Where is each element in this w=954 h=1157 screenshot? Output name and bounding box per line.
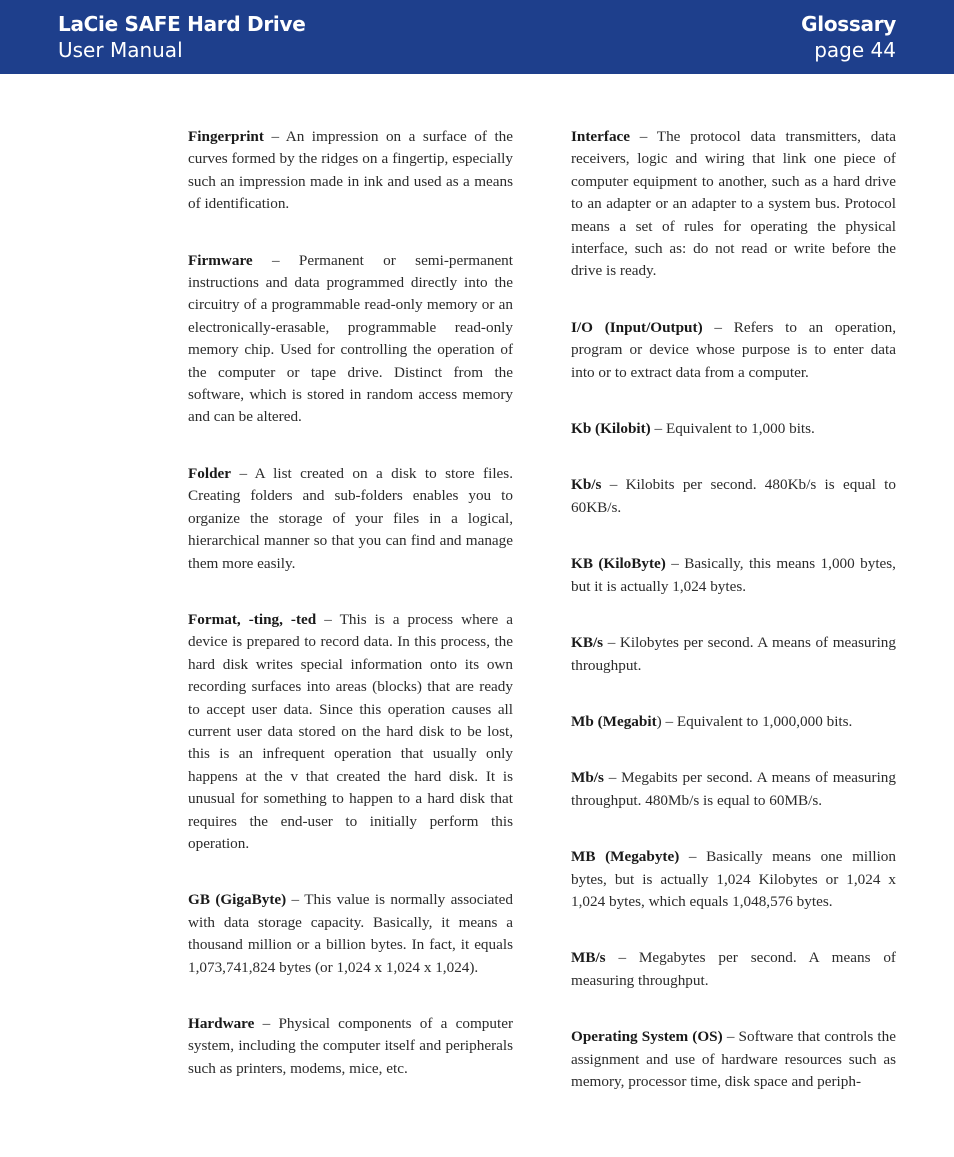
glossary-definition: – This is a process where a device is prepared to record data. In this process, the hard disk writes special information onto its own recording surfaces into areas (blocks) that are ready to accept user data. Since this operation causes all current user data stored on the hard disk to be lost, this is an infrequent operation that usually only happens at the v that created the hard disk. It is unusual for something to happen to a hard disk that requires the end-user to initially perform this operation. [188,610,513,852]
glossary-term: Mb/s [571,769,604,787]
glossary-entry [188,250,513,429]
glossary-entry [571,553,896,598]
glossary-entry [571,317,896,384]
glossary-entry [571,126,896,283]
glossary-term: Operating System (OS) [571,1028,723,1046]
glossary-term: Kb (Kilobit) [571,420,651,438]
glossary-definition: – Permanent or semi-permanent instructions and data programmed directly into the circuitry of a programmable read-only memory or an electronically-erasable, programmable read-only memory chip. Used for controlling the operation of the computer or tape drive. Distinct from the software, which is stored in random access memory and can be altered. [188,251,513,426]
section-title: Glossary [801,12,896,36]
glossary-entry [188,1013,513,1080]
glossary-entry [571,632,896,677]
glossary-term: GB (GigaByte) [188,891,287,909]
glossary-definition: – Kilobytes per second. A means of measuring throughput. [571,634,896,674]
glossary-term: MB (Megabyte) [571,848,680,866]
glossary-term: KB (KiloByte) [571,555,666,573]
glossary-term: Kb/s [571,476,602,494]
glossary-entry [571,711,896,733]
glossary-entry [571,947,896,992]
glossary-term: Hardware [188,1015,255,1032]
glossary-entry [571,474,896,519]
glossary-definition: – The protocol data transmitters, data receivers, logic and wiring that link one piece of computer equipment to another, such as a hard drive to an adapter or an adapter to a system bus. Protocol means a set of rules for operating the physical interface, such as: do not read or write before the drive is ready. [571,128,896,280]
glossary-definition: – This value is normally associated with data storage capacity. Basically, it means a thousand million or a billion bytes. In fact, it equals 1,073,741,824 bytes (or 1,024 x 1,024 x 1,024). [188,891,513,976]
glossary-term: KB/s [571,634,604,652]
header-left [58,11,305,63]
glossary-entry [571,1026,896,1093]
glossary-term: Interface [571,128,631,145]
glossary-entry [571,418,896,440]
product-title: LaCie SAFE Hard Drive [58,12,306,36]
glossary-entry [188,609,513,855]
glossary-definition: – Equivalent to 1,000 bits. [650,420,815,438]
glossary-definition: – Basically means one million bytes, but is actually 1,024 Kilobytes or 1,024 x 1,024 bytes, which equals 1,048,576 bytes. [571,848,896,910]
glossary-term: Format, -ting, -ted [188,610,317,628]
glossary-term: I/O (Input/Output) [571,318,703,336]
glossary-definition: – A list created on a disk to store files. Creating folders and sub-folders enables you to organize the storage of your files in a logical, hierarchical manner so that you can find and manage them more easily. [188,464,513,572]
glossary-definition: – Refers to an operation, program or device whose purpose is to enter data into or to extract data from a computer. [571,318,896,381]
glossary-right-column [571,126,896,1127]
glossary-term: Mb (Megabit [571,712,657,730]
glossary-entry [571,846,896,913]
glossary-left-column [188,126,513,1114]
glossary-term: Firmware [188,251,253,269]
glossary-definition: – Physical components of a computer system, including the computer itself and peripherals such as printers, modems, mice, etc. [188,1015,513,1077]
page-header [0,0,954,74]
glossary-entry [188,889,513,979]
glossary-definition: – An impression on a surface of the curves formed by the ridges on a fingertip, especially such an impression made in ink and used as a means of identification. [188,128,513,213]
header-right [801,11,896,63]
glossary-definition: – Megabits per second. A means of measuring throughput. 480Mb/s is equal to 60MB/s. [571,769,896,809]
glossary-definition: ) – Equivalent to 1,000,000 bits. [656,712,853,730]
glossary-term: MB/s [571,949,606,967]
glossary-entry [188,463,513,575]
manual-subtitle: User Manual [58,38,183,62]
page-number: page 44 [814,38,896,62]
glossary-definition: – Software that controls the assignment and use of hardware resources such as memory, processor time, disk space and periph- [571,1028,896,1090]
glossary-term: Folder [188,464,232,482]
glossary-definition: – Basically, this means 1,000 bytes, but it is actually 1,024 bytes. [571,555,896,595]
glossary-entry [188,126,513,216]
glossary-term: Fingerprint [188,128,264,145]
glossary-definition: – Megabytes per second. A means of measuring throughput. [571,949,896,989]
glossary-entry [571,767,896,812]
glossary-definition: – Kilobits per second. 480Kb/s is equal to 60KB/s. [571,476,896,516]
